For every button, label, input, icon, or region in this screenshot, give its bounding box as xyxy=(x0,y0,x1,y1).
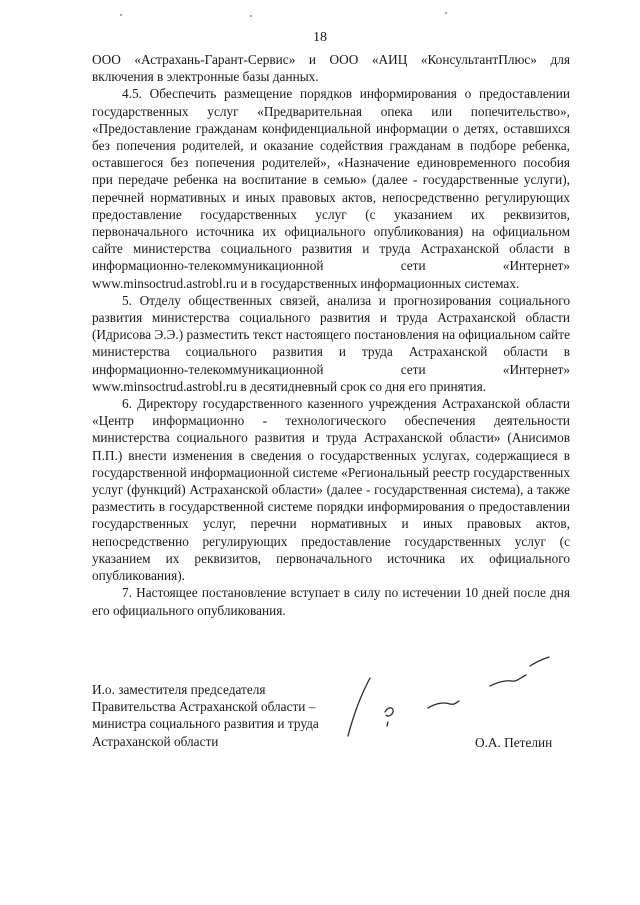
scan-mark xyxy=(250,15,252,17)
paragraph-7: 7. Настоящее постановление вступает в силу по истечении 10 дней после дня его официального опубликования. xyxy=(92,585,570,618)
signatory-line: министра социального развития и труда xyxy=(92,716,319,732)
signatory-line: И.о. заместителя председателя xyxy=(92,682,266,697)
paragraph-5: 5. Отделу общественных связей, анализа и прогнозирования социального развития министерства социального развития и труда Астраханской области (Идрисова Э.Э.) разместить текст настоящего постановления на официальном сайте министерства социального развития и труда Астраханской области в информационно-телекоммуникационной сети «Интернет» www.minsoctrud.astrobl.ru в десятидневный срок со дня его принятия. xyxy=(92,292,570,394)
signatory-line: Астраханской области xyxy=(92,733,219,749)
scan-mark xyxy=(445,12,447,14)
document-body xyxy=(92,51,570,619)
signatory-name: О.А. Петелин xyxy=(475,735,553,750)
page-number: 18 xyxy=(313,30,327,45)
scan-mark xyxy=(120,14,122,16)
handwritten-signature xyxy=(340,648,555,748)
paragraph-continuation: ООО «Астрахань-Гарант-Сервис» и ООО «АИЦ «КонсультантПлюс» для включения в электронные базы данных. xyxy=(92,52,570,85)
paragraph-4-5: 4.5. Обеспечить размещение порядков информирования о предоставлении государственных услуг «Предварительная опека или попечительство», «Предоставление гражданам конфиденциальной информации о детях, оставшихся без попечения родителей, и оказание содействия гражданам в подборе ребенка, оставшегося без попечения родителей», «Назначение единовременного пособия при передаче ребенка на воспитание в семью» (далее - государственные услуги), перечней нормативных и иных правовых актов, непосредственно регулирующих предоставление государственных услуг (с указанием их реквизитов, первоначального источника их официального опубликования) на официальном сайте министерства социального развития и труда Астраханской области в информационно-телекоммуникационной сети «Интернет» www.minsoctrud.astrobl.ru и в государственных информационных системах. xyxy=(92,86,570,291)
signatory-line: Правительства Астраханской области – xyxy=(92,699,316,715)
signatory-position xyxy=(92,681,382,750)
paragraph-6: 6. Директору государственного казенного учреждения Астраханской области «Центр информационно - технологического обеспечения деятельности министерства социального развития и труда Астраханской области» (Анисимов П.П.) внести изменения в сведения о государственных услугах, содержащиеся в государственной информационной системе «Региональный реестр государственных услуг (функций) Астраханской области» (далее - государственная система), а также разместить в государственной системе порядки информирования о предоставлении государственных услуг, перечни нормативных и иных правовых актов, непосредственно регулирующих предоставление государственных услуг (с указанием их реквизитов, первоначального источника их официального опубликования). xyxy=(92,396,570,584)
